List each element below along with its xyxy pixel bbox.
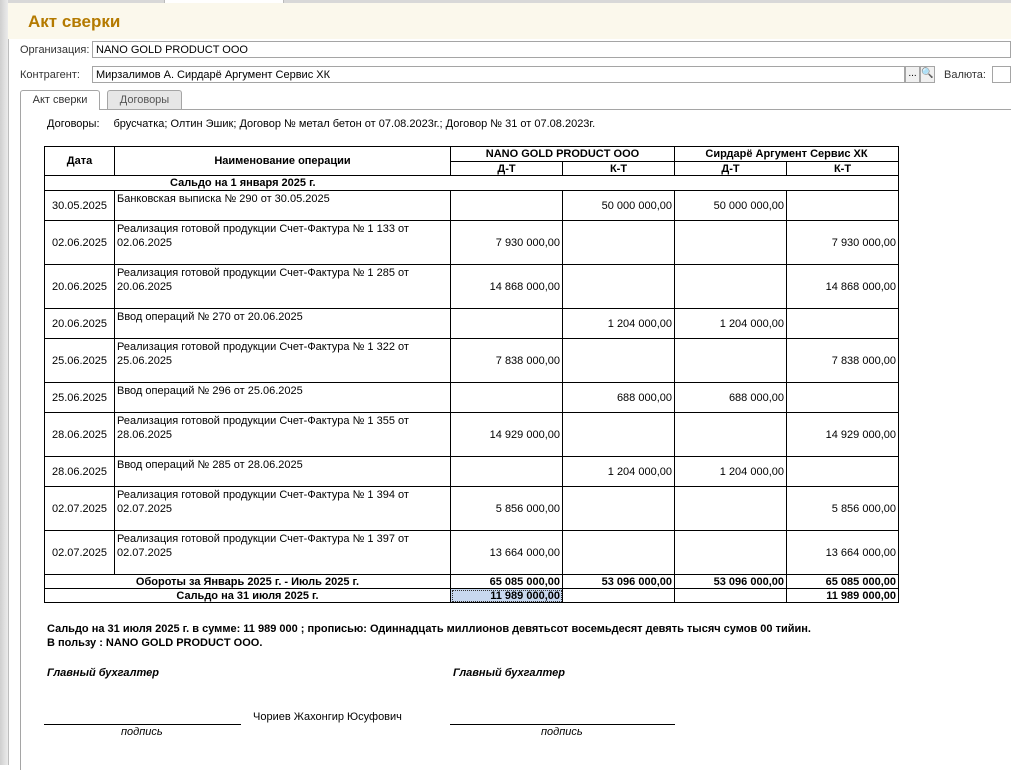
row-credit2 [787,457,899,487]
tab-reconciliation[interactable]: Акт сверки [20,90,100,110]
turnover-credit2: 65 085 000,00 [787,575,899,589]
turnover-debit2: 53 096 000,00 [675,575,787,589]
row-date: 30.05.2025 [45,191,115,221]
table-row [45,339,899,383]
table-row [45,487,899,531]
title-bar [8,3,1011,39]
header-date: Дата [45,147,115,176]
counterparty-label: Контрагент: [20,69,80,81]
row-operation: Реализация готовой продукции Счет-Фактура № 1 285 от 20.06.2025 [115,265,451,309]
row-date: 02.07.2025 [45,531,115,575]
row-credit2: 13 664 000,00 [787,531,899,575]
row-credit1 [563,413,675,457]
select-counterparty-button[interactable]: ... [905,66,920,83]
row-date: 20.06.2025 [45,309,115,339]
closing-row [45,589,899,603]
header-debit: Д-Т [451,162,563,176]
turnover-label: Обороты за Январь 2025 г. - Июль 2025 г. [45,575,451,589]
signature-line-left [44,724,241,725]
row-date: 28.06.2025 [45,457,115,487]
row-credit1: 1 204 000,00 [563,457,675,487]
signature-title-left: Главный бухгалтер [47,667,159,679]
table-row [45,309,899,339]
row-date: 20.06.2025 [45,265,115,309]
header-credit: К-Т [563,162,675,176]
header-party2: Сирдарё Аргумент Сервис ХК [675,147,899,162]
table-row [45,265,899,309]
row-operation: Ввод операций № 270 от 20.06.2025 [115,309,451,339]
table-row [45,383,899,413]
signature-caption-left: подпись [121,726,163,738]
turnover-debit1: 65 085 000,00 [451,575,563,589]
row-debit2 [675,531,787,575]
row-operation: Ввод операций № 285 от 28.06.2025 [115,457,451,487]
row-date: 28.06.2025 [45,413,115,457]
closing-credit2: 11 989 000,00 [787,589,899,603]
contracts-row [47,118,595,130]
row-credit2 [787,309,899,339]
row-credit1 [563,531,675,575]
summary-line-1: Сальдо на 31 июля 2025 г. в сумме: 11 989 000 ; прописью: Одиннадцать миллионов девятьсот восемьдесят девять тысяч сумов 00 тийин. [47,623,811,635]
tab-contracts[interactable]: Договоры [107,90,182,109]
row-debit1 [451,457,563,487]
window-title: Акт сверки [28,12,121,31]
row-operation: Реализация готовой продукции Счет-Фактура № 1 355 от 28.06.2025 [115,413,451,457]
row-debit1: 14 868 000,00 [451,265,563,309]
header-party1: NANO GOLD PRODUCT OOO [451,147,675,162]
row-operation: Реализация готовой продукции Счет-Фактура № 1 397 от 02.07.2025 [115,531,451,575]
row-date: 25.06.2025 [45,339,115,383]
closing-debit1[interactable]: 11 989 000,00 [451,589,563,603]
row-date: 02.07.2025 [45,487,115,531]
row-operation: Банковская выписка № 290 от 30.05.2025 [115,191,451,221]
row-credit2 [787,383,899,413]
table-row [45,221,899,265]
row-debit2 [675,339,787,383]
row-debit2: 1 204 000,00 [675,309,787,339]
row-operation: Реализация готовой продукции Счет-Фактура № 1 322 от 25.06.2025 [115,339,451,383]
row-credit1 [563,221,675,265]
row-credit2 [787,191,899,221]
table-row [45,191,899,221]
row-debit2: 50 000 000,00 [675,191,787,221]
row-debit1 [451,383,563,413]
left-panel-edge [0,0,9,765]
signer-name-left: Чориев Жахонгир Юсуфович [253,711,402,723]
organization-field[interactable]: NANO GOLD PRODUCT OOO [92,41,1011,58]
row-date: 02.06.2025 [45,221,115,265]
header-operation: Наименование операции [115,147,451,176]
row-debit1: 7 838 000,00 [451,339,563,383]
row-debit2: 1 204 000,00 [675,457,787,487]
row-debit2: 688 000,00 [675,383,787,413]
contracts-value: брусчатка; Олтин Эшик; Договор № метал бетон от 07.08.2023г.; Договор № 31 от 07.08.2023г. [113,118,596,130]
currency-field[interactable] [992,66,1011,83]
row-date: 25.06.2025 [45,383,115,413]
row-debit1: 13 664 000,00 [451,531,563,575]
row-debit1: 7 930 000,00 [451,221,563,265]
row-credit1: 50 000 000,00 [563,191,675,221]
contracts-label: Договоры: [47,118,100,130]
row-credit2: 7 838 000,00 [787,339,899,383]
header-debit: Д-Т [675,162,787,176]
currency-label: Валюта: [944,69,986,81]
row-debit1: 5 856 000,00 [451,487,563,531]
turnover-row [45,575,899,589]
organization-label: Организация: [20,44,90,56]
table-row [45,413,899,457]
closing-debit2 [675,589,787,603]
row-credit2: 5 856 000,00 [787,487,899,531]
table-row [45,531,899,575]
summary-line-2: В пользу : NANO GOLD PRODUCT OOO. [47,637,263,649]
row-operation: Реализация готовой продукции Счет-Фактура № 1 394 от 02.07.2025 [115,487,451,531]
row-debit1: 14 929 000,00 [451,413,563,457]
row-debit2 [675,413,787,457]
row-credit1 [563,265,675,309]
closing-label: Сальдо на 31 июля 2025 г. [45,589,451,603]
signature-caption-right: подпись [541,726,583,738]
row-debit2 [675,265,787,309]
header-credit: К-Т [787,162,899,176]
turnover-credit1: 53 096 000,00 [563,575,675,589]
reconciliation-table [44,146,899,603]
row-credit2: 7 930 000,00 [787,221,899,265]
opening-balance: Сальдо на 1 января 2025 г. [45,176,899,191]
open-counterparty-icon[interactable]: 🔍 [920,66,935,83]
balance-summary [47,622,811,650]
signature-line-right [450,724,675,725]
closing-credit1 [563,589,675,603]
row-credit1 [563,339,675,383]
row-debit2 [675,487,787,531]
row-credit2: 14 929 000,00 [787,413,899,457]
row-operation: Ввод операций № 296 от 25.06.2025 [115,383,451,413]
table-row [45,457,899,487]
row-credit1 [563,487,675,531]
row-debit1 [451,309,563,339]
signature-title-right: Главный бухгалтер [453,667,565,679]
row-credit1: 688 000,00 [563,383,675,413]
row-debit1 [451,191,563,221]
row-credit2: 14 868 000,00 [787,265,899,309]
row-debit2 [675,221,787,265]
row-operation: Реализация готовой продукции Счет-Фактура № 1 133 от 02.06.2025 [115,221,451,265]
row-credit1: 1 204 000,00 [563,309,675,339]
counterparty-field[interactable]: Мирзалимов А. Сирдарё Аргумент Сервис ХК [92,66,905,83]
